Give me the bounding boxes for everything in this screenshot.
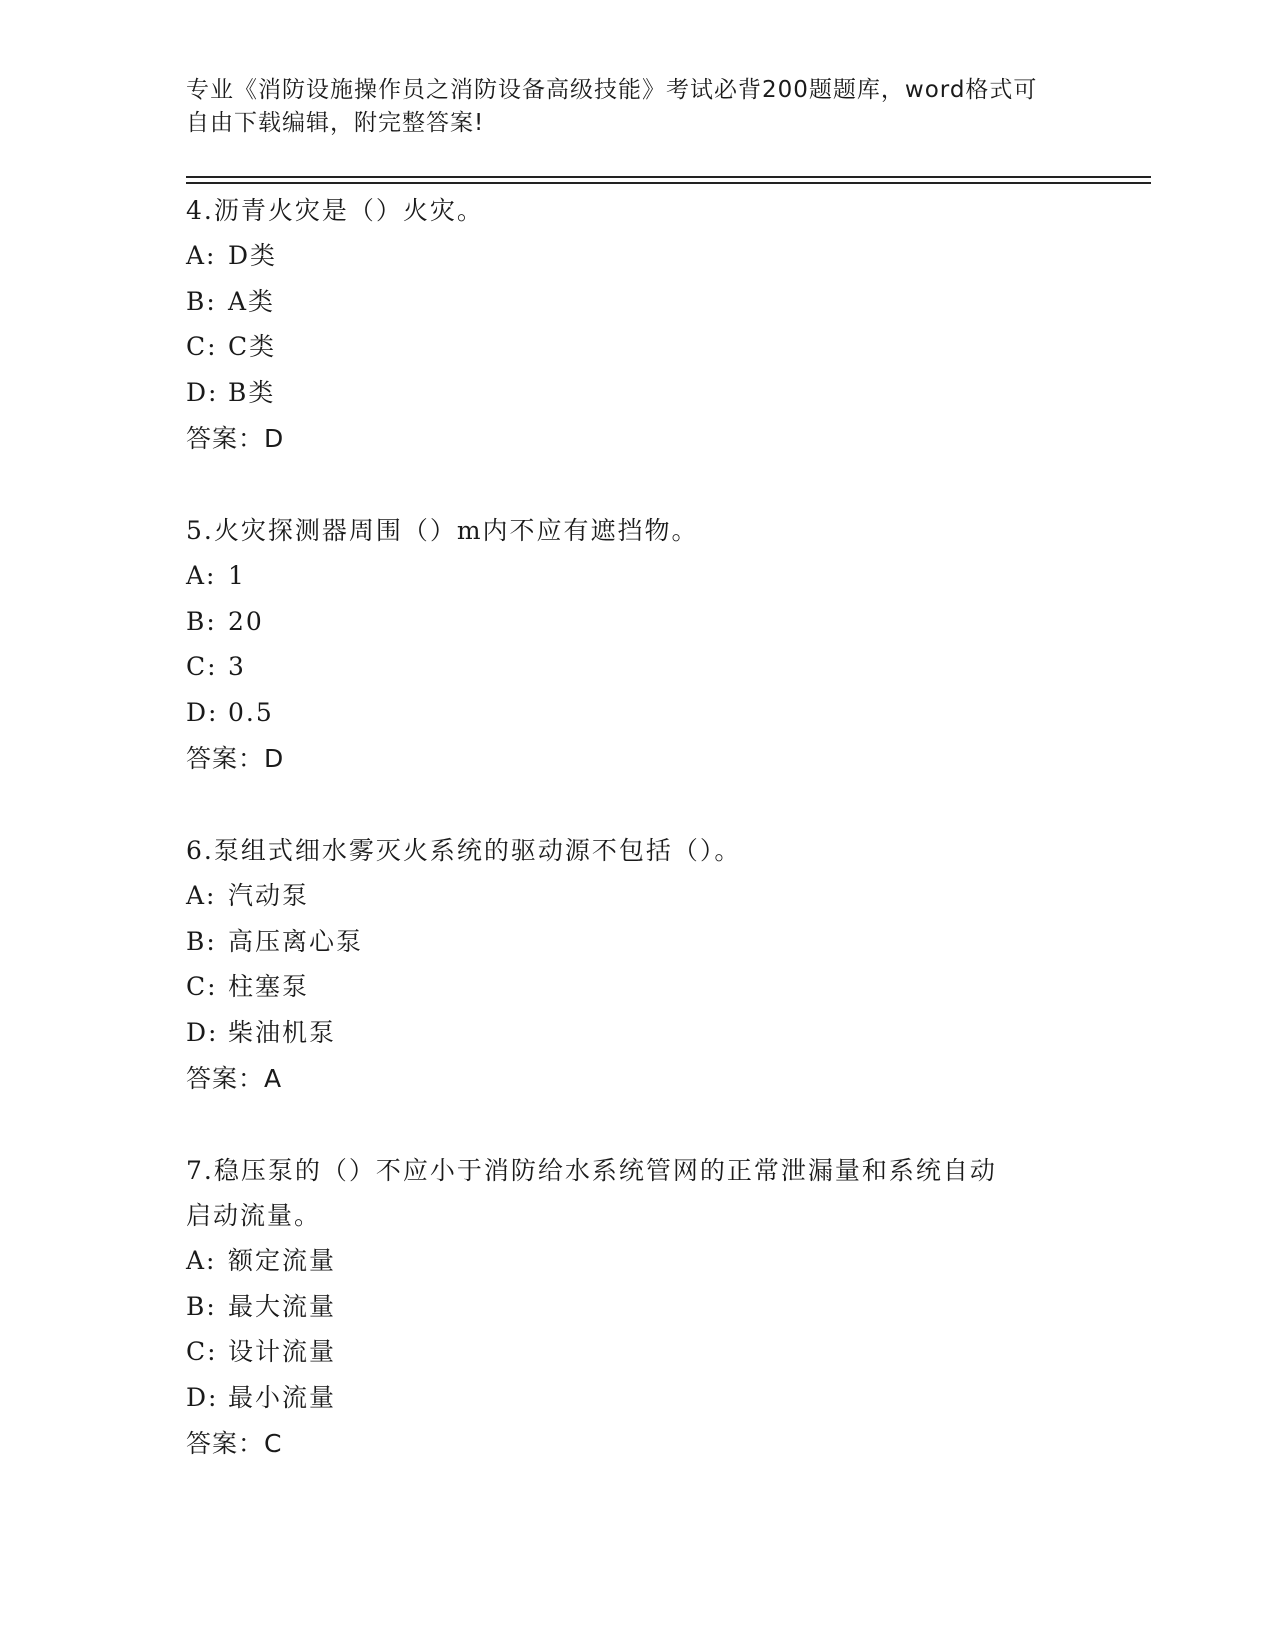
option-c — [186, 644, 1066, 690]
question-title: 6.泵组式细水雾灭火系统的驱动源不包括（）。 — [186, 836, 742, 865]
option-text: 额定流量 — [228, 1246, 337, 1275]
option-key: D: — [186, 1383, 219, 1413]
option-text: 最大流量 — [228, 1291, 337, 1321]
answer-line: 答案：A — [186, 1063, 283, 1093]
header-rule-bottom — [186, 182, 1151, 184]
option-text: D类 — [228, 241, 278, 270]
option-a — [186, 553, 1066, 599]
option-text: 20 — [228, 606, 264, 636]
option-a — [186, 1238, 1066, 1284]
option-text: B类 — [228, 378, 276, 408]
option-key: D: — [186, 1018, 219, 1048]
question-title: 5.火灾探测器周围（）m内不应有遮挡物。 — [186, 516, 699, 545]
option-text: 柴油机泵 — [228, 1018, 337, 1048]
option-key: A: — [186, 241, 217, 270]
option-d — [186, 690, 1066, 736]
header-line-1: 专业《消防设施操作员之消防设备高级技能》考试必背200题题库，word格式可 — [186, 77, 1038, 103]
option-c — [186, 1329, 1066, 1375]
option-d — [186, 1010, 1066, 1056]
question-block — [186, 1148, 1066, 1466]
option-key: B: — [186, 286, 217, 316]
option-key: C: — [186, 652, 218, 682]
option-key: A: — [186, 881, 217, 910]
option-key: B: — [186, 1291, 217, 1321]
option-b — [186, 1284, 1066, 1330]
option-c — [186, 964, 1066, 1010]
option-key: B: — [186, 926, 217, 956]
option-key: B: — [186, 606, 217, 636]
option-key: C: — [186, 1337, 218, 1367]
question-block — [186, 508, 1066, 781]
option-key: D: — [186, 378, 219, 408]
question-title-line-2: 启动流量。 — [186, 1201, 322, 1230]
option-text: 0.5 — [228, 698, 274, 728]
option-key: C: — [186, 332, 218, 362]
option-b — [186, 279, 1066, 325]
question-title: 4.沥青火灾是（）火灾。 — [186, 196, 484, 225]
answer-line: 答案：D — [186, 423, 285, 453]
answer-line: 答案：C — [186, 1428, 283, 1458]
option-key: A: — [186, 1246, 217, 1275]
header-line-2: 自由下载编辑，附完整答案! — [186, 110, 485, 136]
question-title-line-1: 7.稳压泵的（）不应小于消防给水系统管网的正常泄漏量和系统自动 — [186, 1156, 997, 1185]
option-c — [186, 324, 1066, 370]
option-text: 柱塞泵 — [228, 972, 310, 1002]
header-rule-top — [186, 176, 1151, 178]
option-d — [186, 1375, 1066, 1421]
document-header — [186, 74, 1066, 140]
option-b — [186, 599, 1066, 645]
option-text: 高压离心泵 — [228, 926, 364, 956]
option-text: 最小流量 — [228, 1383, 337, 1413]
option-text: 1 — [228, 561, 246, 590]
question-block — [186, 188, 1066, 461]
option-text: 设计流量 — [228, 1337, 337, 1367]
option-b — [186, 919, 1066, 965]
option-key: C: — [186, 972, 218, 1002]
option-key: D: — [186, 698, 219, 728]
option-d — [186, 370, 1066, 416]
option-a — [186, 233, 1066, 279]
question-block — [186, 828, 1066, 1101]
option-text: C类 — [228, 332, 277, 362]
answer-line: 答案：D — [186, 743, 285, 773]
option-text: A类 — [228, 286, 276, 316]
option-text: 汽动泵 — [228, 881, 310, 910]
option-key: A: — [186, 561, 217, 590]
option-a — [186, 873, 1066, 919]
option-text: 3 — [228, 652, 246, 682]
